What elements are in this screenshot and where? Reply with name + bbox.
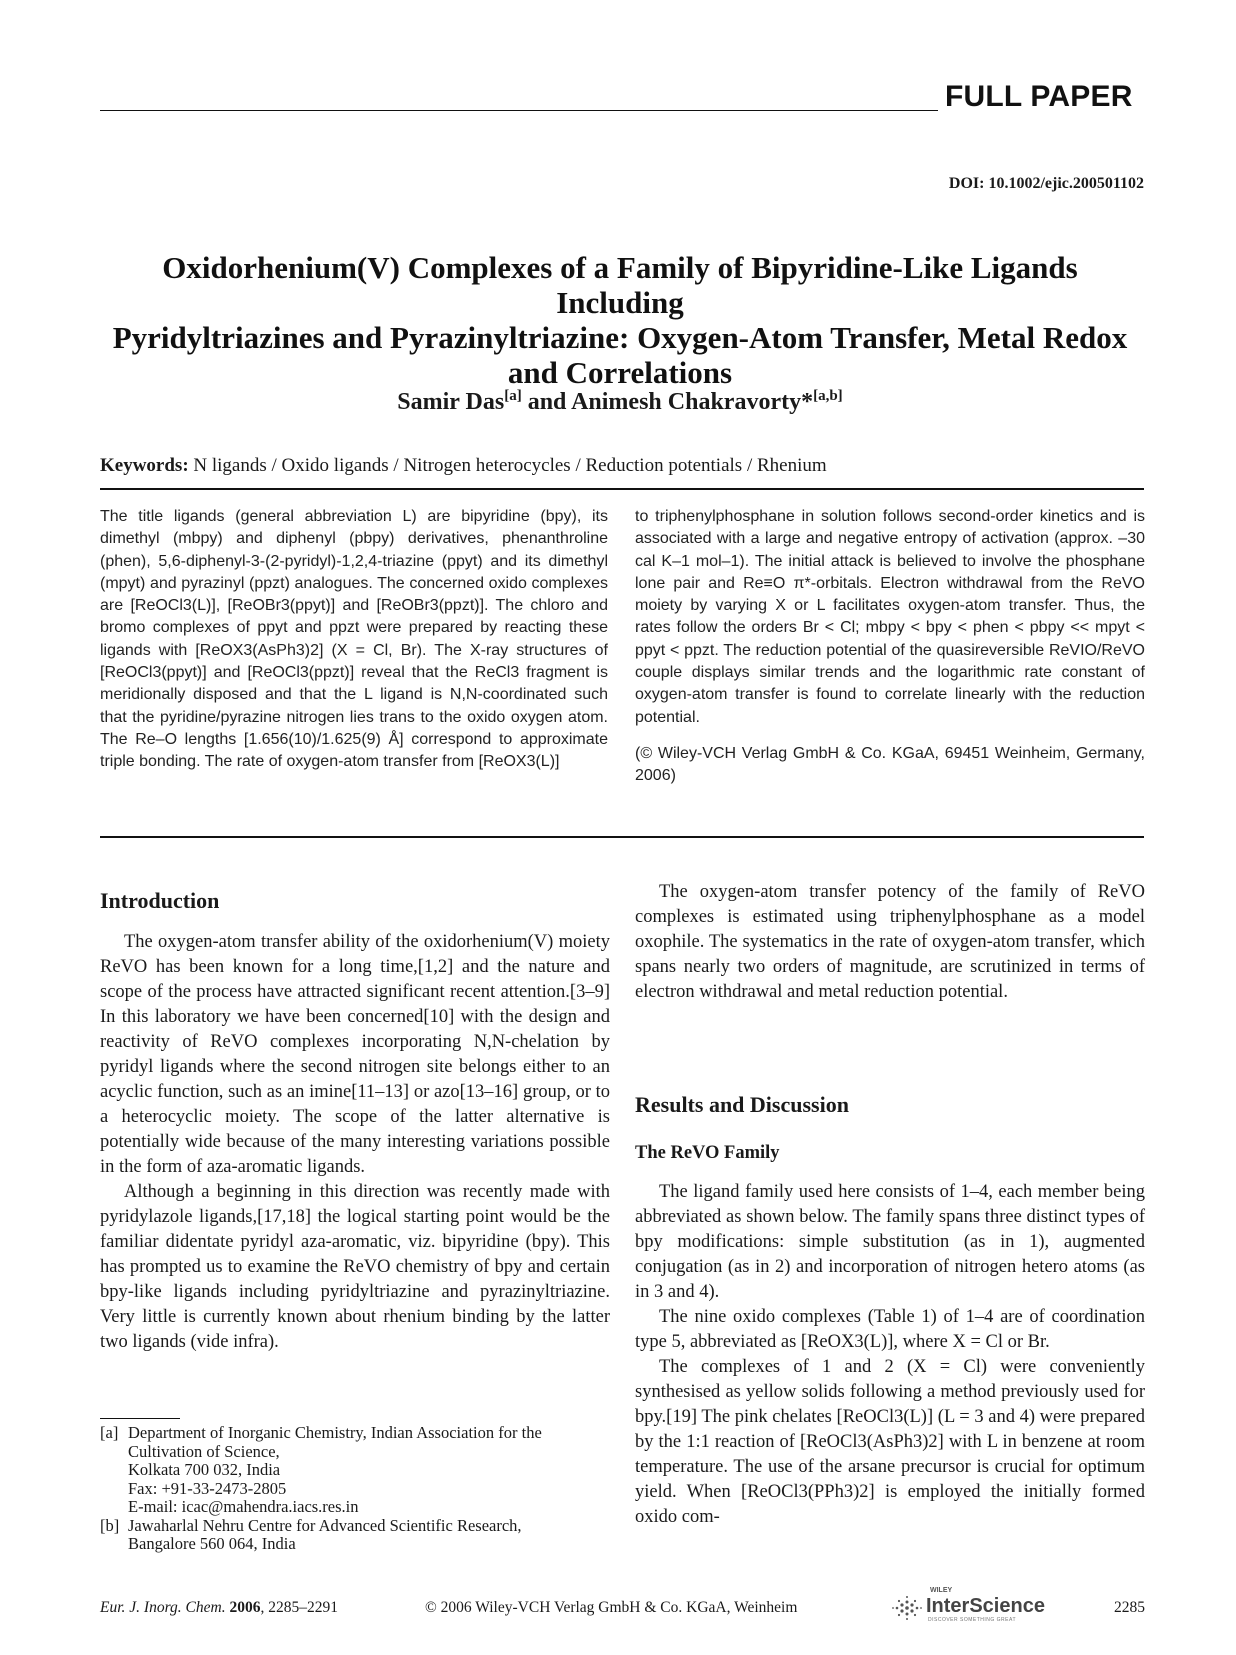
abstract-rule-top <box>100 488 1144 490</box>
keywords-text: N ligands / Oxido ligands / Nitrogen heterocycles / Reduction potentials / Rhenium <box>193 455 827 476</box>
globe-icon <box>890 1593 924 1623</box>
title-line-3: and Correlations <box>507 355 733 390</box>
results-heading: Results and Discussion <box>635 1092 849 1117</box>
logo-wiley: WILEY <box>930 1587 953 1594</box>
footnote-line: Kolkata 700 032, India <box>128 1460 281 1479</box>
introduction-paragraph: The oxygen-atom transfer potency of the family of ReVO complexes is estimated using triphenylphosphane as a model oxophile. The systematics in the rate of oxygen-atom transfer, which spans nearly two orders of magnitude, are scrutinized in terms of electron withdrawal and metal reduction potential. <box>635 882 1145 1002</box>
footer-pages: 2285–2291 <box>268 1599 338 1616</box>
author-2: Animesh Chakravorty* <box>571 389 814 415</box>
author-connector: and <box>521 389 572 415</box>
footnote-b <box>100 1517 615 1554</box>
interscience-logo[interactable] <box>890 1587 1060 1623</box>
footnote-a <box>100 1424 615 1517</box>
abstract-rule-bottom <box>100 836 1144 838</box>
footnote-line: Fax: +91-33-2473-2805 <box>128 1478 287 1498</box>
article-title <box>95 250 1145 390</box>
abstract-right-column <box>635 506 1145 788</box>
title-line-2: Pyridyltriazines and Pyrazinyltriazine: Oxygen-Atom Transfer, Metal Redox <box>112 320 1128 355</box>
footnote-email: E-mail: icac@mahendra.iacs.res.in <box>128 1497 359 1516</box>
footnote-line: Bangalore 560 064, India <box>128 1534 296 1553</box>
results-paragraph: The ligand family used here consists of 1–4, each member being abbreviated as shown below. The family spans three distinct types of bpy modifications: simple substitution (as in 1), augmented conjugation (as in 2) and incorporation of nitrogen hetero atoms (as in 3 and 4). <box>635 1182 1145 1302</box>
abstract-copyright: (© Wiley-VCH Verlag GmbH & Co. KGaA, 69451 Weinheim, Germany, 2006) <box>635 744 1145 785</box>
introduction-right-column <box>635 880 1145 1005</box>
footer-year: 2006 <box>229 1599 261 1616</box>
abstract-paragraph: The title ligands (general abbreviation L) are bipyridine (bpy), its dimethyl (mbpy) and diphenyl (pbpy) derivatives, phenanthroline (phen), 5,6-diphenyl-3-(2-pyridyl)-1,2,4-triazine (ppyt) and its dimethyl (mpyt) and pyrazinyl (ppzt) analogues. The concerned oxido complexes are [ReOCl3(L)], [ReOBr3(ppyt)] and [ReOBr3(ppzt)]. The chloro and bromo complexes of ppyt and ppzt were prepared by reacting these ligands with [ReOX3(AsPh3)2] (X = Cl, Br). The X-ray structures of [ReOCl3(ppyt)] and [ReOCl3(ppzt)] reveal that the ReCl3 fragment is meridionally disposed and that the L ligand is N,N-coordinated such that the pyridine/pyrazine nitrogen lies trans to the oxido oxygen atom. The Re–O lengths [1.656(10)/1.625(9) Å] correspond to approximate triple bonding. The rate of oxygen-atom transfer from [ReOX3(L)] <box>100 508 608 771</box>
footer-journal: Eur. J. Inorg. Chem. <box>100 1599 226 1616</box>
page-number: 2285 <box>1114 1599 1145 1616</box>
footnote-line: Department of Inorganic Chemistry, Indian Association for the <box>128 1423 542 1442</box>
author-1-affiliation: [a] <box>504 388 522 404</box>
footnote-rule <box>100 1418 180 1419</box>
author-1: Samir Das <box>397 389 505 415</box>
footnote-tag: [b] <box>100 1515 120 1535</box>
section-label: FULL PAPER <box>945 80 1133 113</box>
introduction-body <box>100 930 610 1355</box>
abstract-paragraph: to triphenylphosphane in solution follows second-order kinetics and is associated with a large and negative entropy of activation (approx. –30 cal K–1 mol–1). The initial attack is believed to involve the phosphane lone pair and Re≡O π*-orbitals. Electron withdrawal from the ReVO moiety by varying X or L facilitates oxygen-atom transfer. Thus, the rates follow the orders Br < Cl; mbpy < bpy < phen < pbpy << mpyt < ppyt < ppzt. The reduction potential of the quasireversible ReVIO/ReVO couple displays similar trends and the logarithmic rate constant of oxygen-atom transfer is found to correlate linearly with the reduction potential. <box>635 508 1145 726</box>
results-paragraph: The nine oxido complexes (Table 1) of 1–4 are of coordination type 5, abbreviated as [ReOX3(L)], where X = Cl or Br. <box>635 1307 1145 1352</box>
title-line-1: Oxidorhenium(V) Complexes of a Family of Bipyridine-Like Ligands Including <box>162 250 1078 320</box>
authors <box>95 388 1145 416</box>
footnote-line: Cultivation of Science, <box>128 1441 280 1461</box>
doi: DOI: 10.1002/ejic.200501102 <box>948 175 1144 192</box>
header-rule <box>100 110 938 111</box>
introduction-heading: Introduction <box>100 888 220 913</box>
results-paragraph: The complexes of 1 and 2 (X = Cl) were conveniently synthesised as yellow solids following a method previously used for bpy.[19] The pink chelates [ReOCl3(L)] (L = 3 and 4) were prepared by the 1:1 reaction of [ReOCl3(AsPh3)2] with L in benzene at room temperature. The use of the arsane precursor is crucial for optimum yield. When [ReOCl3(PPh3)2] is employed the initially formed oxido com- <box>635 1357 1145 1527</box>
footer-citation: Eur. J. Inorg. Chem. 2006, 2285–2291 <box>100 1599 338 1616</box>
abstract-left-column <box>100 506 608 774</box>
footer-copyright: © 2006 Wiley-VCH Verlag GmbH & Co. KGaA, Weinheim <box>425 1599 798 1616</box>
keywords-label: Keywords: <box>100 455 189 476</box>
introduction-paragraph: The oxygen-atom transfer ability of the oxidorhenium(V) moiety ReVO has been known for a long time,[1,2] and the nature and scope of the process have attracted significant recent attention.[3–9] In this laboratory we have been concerned[10] with the design and reactivity of ReVO complexes incorporating N,N-chelation by pyridyl ligands where the second nitrogen site belongs either to an acyclic function, such as an imine[11–13] or azo[13–16] group, or to a heterocyclic moiety. The scope of the latter alternative is potentially wide because of the many interesting variations possible in the form of aza-aromatic ligands. <box>100 932 610 1177</box>
introduction-paragraph: Although a beginning in this direction was recently made with pyridylazole ligands,[17,18] the logical starting point would be the familiar didentate pyridyl aza-aromatic, viz. bipyridine (bpy). This has prompted us to examine the ReVO chemistry of bpy and certain bpy-like ligands including pyridyltriazine and pyrazinyltriazine. Very little is currently known about rhenium binding by the latter two ligands (vide infra). <box>100 1182 610 1352</box>
results-body <box>635 1180 1145 1530</box>
results-subheading: The ReVO Family <box>635 1143 780 1163</box>
logo-tagline: DISCOVER SOMETHING GREAT <box>928 1617 1017 1623</box>
author-2-affiliation: [a,b] <box>813 388 843 404</box>
footnote-line: Jawaharlal Nehru Centre for Advanced Scientific Research, <box>128 1515 522 1535</box>
footnote-tag: [a] <box>100 1423 119 1442</box>
footnotes <box>100 1424 615 1554</box>
keywords <box>100 455 827 477</box>
logo-text: InterScience <box>926 1595 1045 1617</box>
page-footer <box>100 1587 1145 1623</box>
